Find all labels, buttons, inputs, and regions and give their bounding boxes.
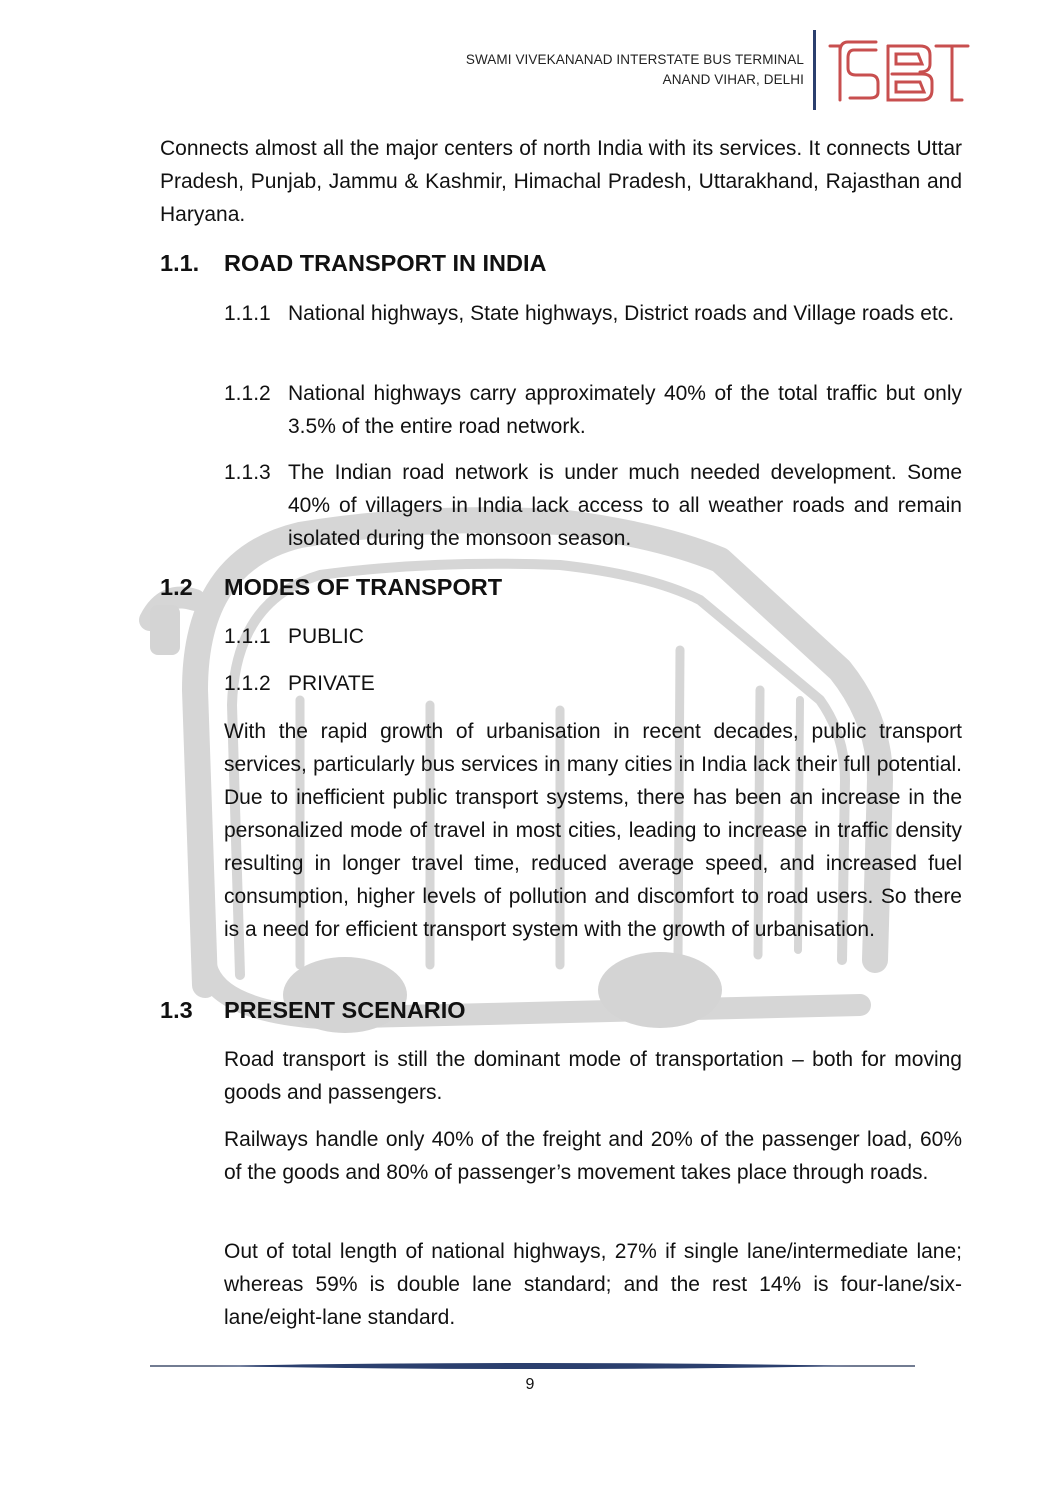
section-1-3-number: 1.3 [160, 997, 193, 1023]
footer-divider [150, 1359, 915, 1373]
section-1-1-number: 1.1. [160, 250, 200, 276]
page-number: 9 [525, 1376, 535, 1393]
list-item-text: National highways, State highways, District roads and Village roads etc. [288, 302, 955, 325]
modes-paragraph: With the rapid growth of urbanisation in recent decades, public transport services, particularly bus services in many cities in India lack their full potential. Due to inefficient public transport systems, there has been an increase in the personalized mode of travel in most cities, leading to increase in traffic density resulting in longer travel time, reduced average speed, and increased fuel consumption, higher levels of pollution and discomfort to road users. So there is a need for efficient transport system with the growth of urbanisation. [224, 720, 962, 941]
list-item-text: The Indian road network is under much needed development. Some 40% of villagers in India lack access to all weather roads and remain isolated during the monsoon season. [288, 461, 962, 550]
list-item-number: 1.1.1 [224, 625, 271, 648]
list-item-text: PRIVATE [288, 672, 375, 695]
list-item-number: 1.1.2 [224, 382, 271, 405]
header-divider [813, 30, 816, 110]
section-1-1-title: ROAD TRANSPORT IN INDIA [224, 250, 547, 276]
scenario-paragraph: Railways handle only 40% of the freight and 20% of the passenger load, 60% of the goods and 80% of passenger’s movement takes place through roads. [224, 1128, 962, 1184]
section-1-2-number: 1.2 [160, 574, 193, 600]
list-item-number: 1.1.1 [224, 302, 271, 325]
list-item-number: 1.1.3 [224, 461, 271, 484]
list-item-text: PUBLIC [288, 625, 364, 648]
document-header [380, 50, 804, 90]
section-1-3-title: PRESENT SCENARIO [224, 997, 466, 1023]
list-item-number: 1.1.2 [224, 672, 271, 695]
header-line-2: ANAND VIHAR, DELHI [662, 72, 804, 87]
scenario-paragraph: Out of total length of national highways, 27% if single lane/intermediate lane; whereas 59% is double lane standard; and the rest 14% is four-lane/six-lane/eight-lane standard. [224, 1240, 962, 1329]
list-item-text: National highways carry approximately 40% of the total traffic but only 3.5% of the entire road network. [288, 382, 962, 438]
header-line-1: SWAMI VIVEKANANAD INTERSTATE BUS TERMINAL [465, 52, 804, 67]
scenario-paragraph: Road transport is still the dominant mode of transportation – both for moving goods and passengers. [224, 1048, 962, 1104]
isbt-logo [826, 38, 971, 106]
section-1-2-title: MODES OF TRANSPORT [224, 574, 503, 600]
intro-paragraph: Connects almost all the major centers of north India with its services. It connects Uttar Pradesh, Punjab, Jammu & Kashmir, Himachal Pradesh, Uttarakhand, Rajasthan and Haryana. [160, 137, 962, 226]
